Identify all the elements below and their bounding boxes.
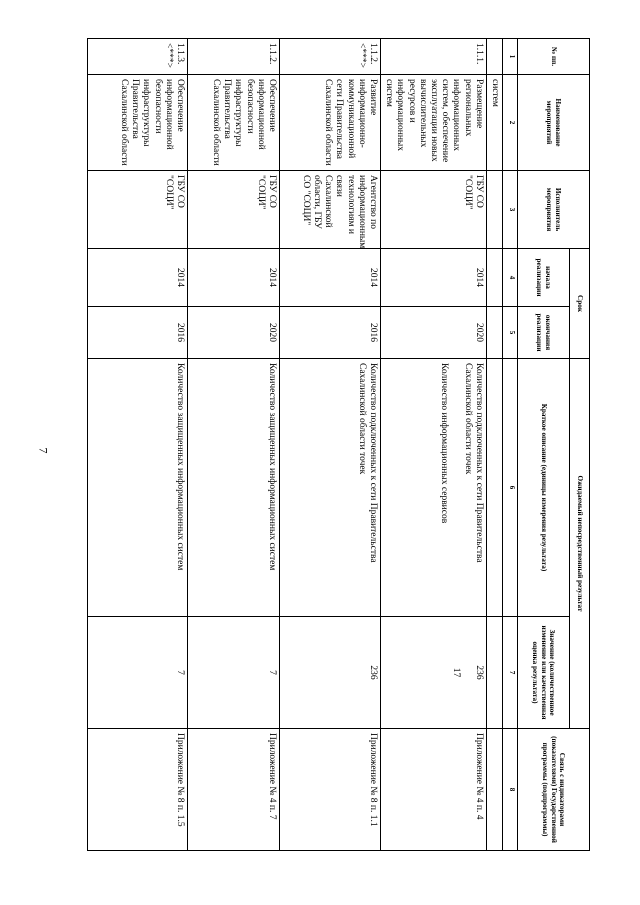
column-number: 4 — [503, 249, 518, 307]
row-end: 2016 — [87, 307, 187, 359]
program-table-container — [118, 38, 590, 850]
program-measures-table — [87, 38, 590, 851]
column-number: 8 — [503, 729, 518, 851]
row-description-line: Количество информационных сервисов — [439, 363, 450, 524]
row-start: 2014 — [279, 249, 380, 307]
header-result-value: Значение (количественное изменение или качественная оценка результата) — [518, 617, 570, 729]
row-name: Обеспечение информационной безопасности инфраструктуры Правительства Сахалинской области — [87, 75, 187, 171]
row-end: 2020 — [187, 307, 279, 359]
row-description — [380, 359, 486, 617]
row-number: 1.1.2. <***> — [279, 39, 380, 75]
row-value: 7 — [187, 617, 279, 729]
header-no: № пп. — [518, 39, 590, 75]
row-link: Приложение № 4 п. 7 — [187, 729, 279, 851]
row-value: 7 — [87, 617, 187, 729]
column-number: 6 — [503, 359, 518, 617]
row-executor: ГБУ СО "СОЦИ" — [380, 171, 486, 249]
row-description: Количество подключенных к сети Правительства Сахалинской области точек — [279, 359, 380, 617]
row-end: 2020 — [380, 307, 486, 359]
row-value: 236 — [279, 617, 380, 729]
row-number: 1.1.3. <***> — [87, 39, 187, 75]
header-name: Наименование мероприятий — [518, 75, 590, 171]
header-link: Связь с индикаторами (показателями) Государственной программы (подпрограммы) — [518, 729, 590, 851]
row-description: Количество защищенных информационных систем — [187, 359, 279, 617]
continuation-text: систем — [486, 75, 502, 171]
row-value-line: 17 — [450, 667, 461, 678]
column-number: 2 — [503, 75, 518, 171]
header-executor: Исполнитель мероприятия — [518, 171, 590, 249]
header-term: Срок — [570, 249, 590, 359]
column-number: 7 — [503, 617, 518, 729]
row-description: Количество защищенных информационных систем — [87, 359, 187, 617]
row-link: Приложение № 8 п. 1.1 — [279, 729, 380, 851]
row-name: Развитие информационно-коммуникационной сети Правительства Сахалинской области — [279, 75, 380, 171]
row-executor: ГБУ СО "СОЦИ" — [87, 171, 187, 249]
table-row — [87, 39, 187, 851]
table-row — [187, 39, 279, 851]
row-number: 1.1.2. — [187, 39, 279, 75]
row-executor: Агентство по информационным технологиям и связи Сахалинской области, ГБУ СО "СОЦИ" — [279, 171, 380, 249]
row-link: Приложение № 4 п. 4 — [380, 729, 486, 851]
row-executor: ГБУ СО "СОЦИ" — [187, 171, 279, 249]
column-number: 3 — [503, 171, 518, 249]
row-number: 1.1.1. — [380, 39, 486, 75]
header-term-end: окончания реализации — [518, 307, 570, 359]
row-link: Приложение № 8 п. 1.5 — [87, 729, 187, 851]
row-start: 2014 — [87, 249, 187, 307]
table-row — [380, 39, 486, 851]
page-number: 7 — [36, 447, 51, 454]
row-start: 2014 — [380, 249, 486, 307]
continuation-row — [486, 39, 502, 851]
row-name: Обеспечение информационной безопасности инфраструктуры Правительства Сахалинской области — [187, 75, 279, 171]
column-number: 1 — [503, 39, 518, 75]
row-value-line: 236 — [473, 665, 484, 680]
row-name: Размещение региональных информационных систем, обеспечение эксплуатации новых вычислительных ресурсов и информационных систем — [380, 75, 486, 171]
column-number: 5 — [503, 307, 518, 359]
column-number-row — [503, 39, 518, 851]
header-result-desc: Краткое описание (единицы измерения результата) — [518, 359, 570, 617]
row-start: 2014 — [187, 249, 279, 307]
header-term-start: начала реализации — [518, 249, 570, 307]
table-row — [279, 39, 380, 851]
row-end: 2016 — [279, 307, 380, 359]
row-value — [380, 617, 486, 729]
header-result: Ожидаемый непосредственный результат — [570, 359, 590, 729]
row-description-line: Количество подключенных к сети Правительства Сахалинской области точек — [462, 363, 484, 563]
